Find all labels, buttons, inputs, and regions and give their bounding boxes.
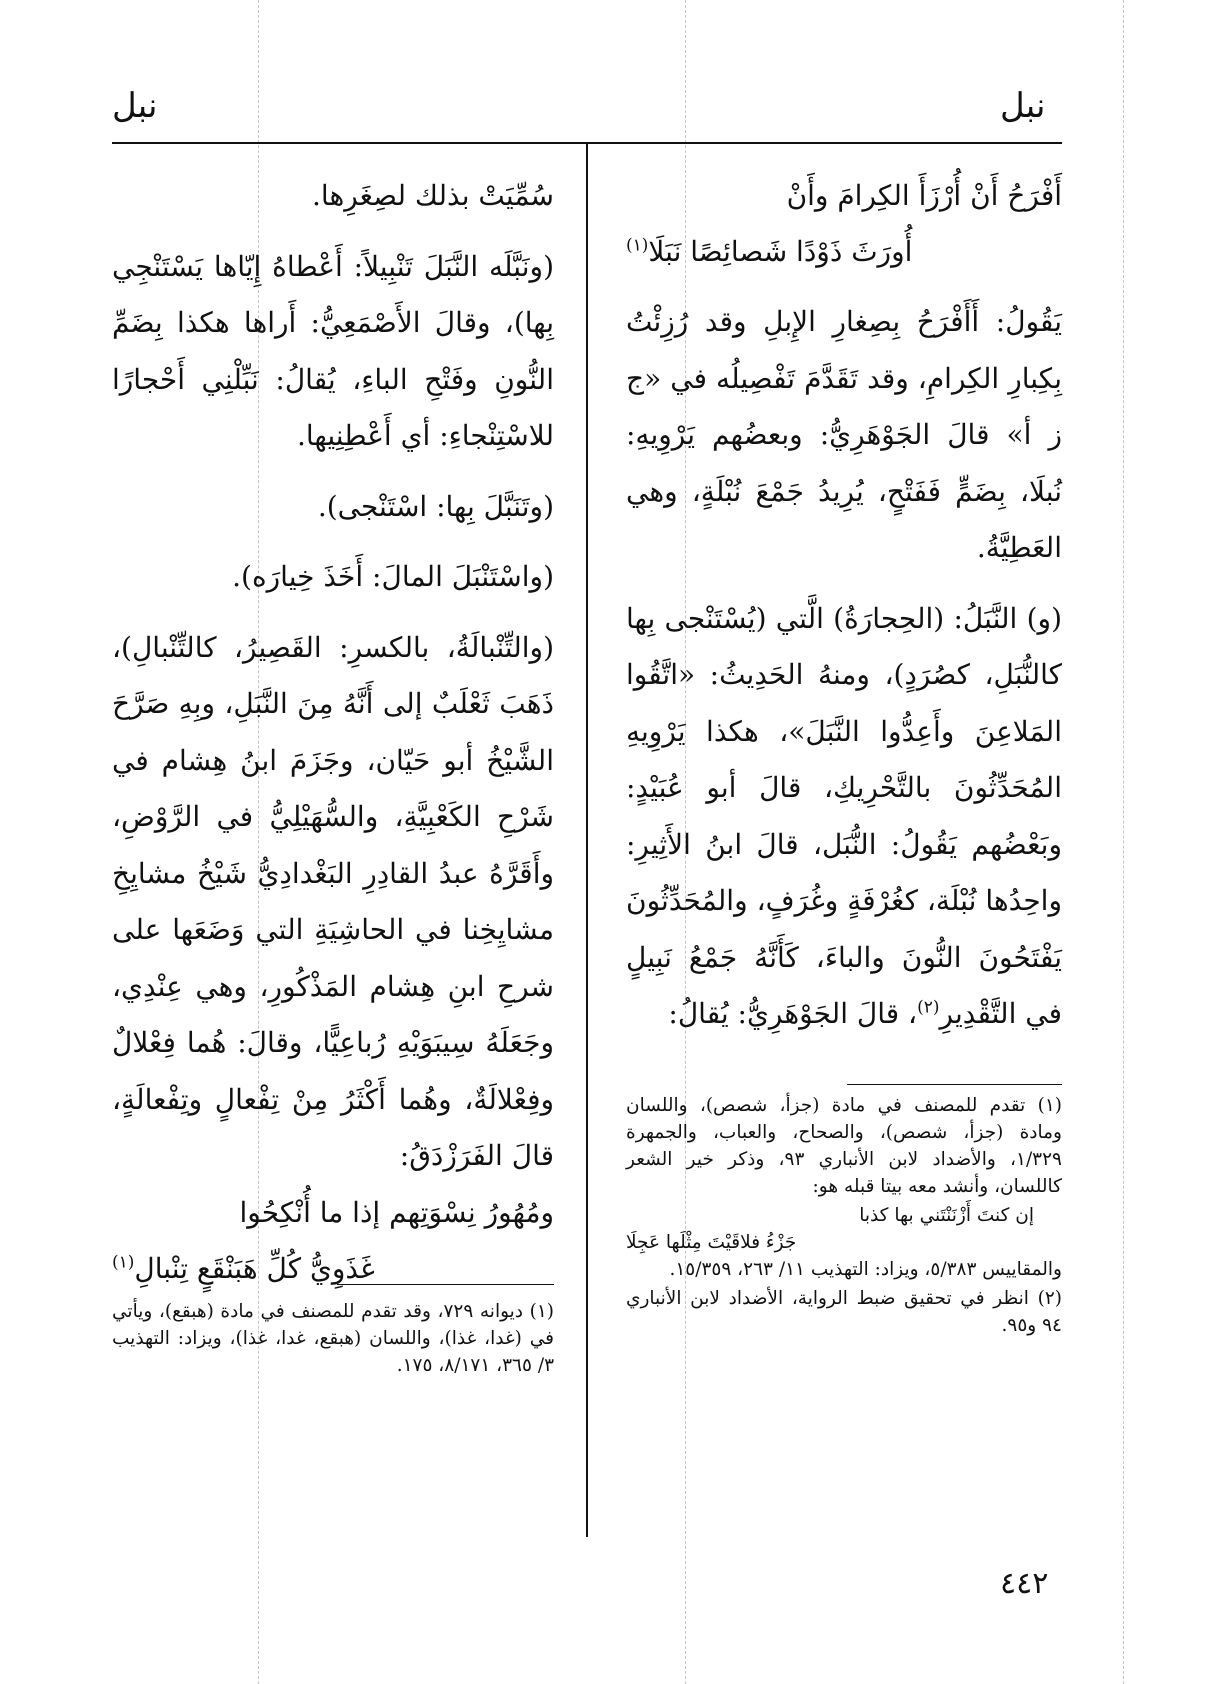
footnote-rule (337, 1284, 554, 1285)
footnote-verse: إن كنتَ أَزْنَنْتَني بها كذبا (859, 1205, 1034, 1226)
verse-first-hemistich: أَفْرَحُ أَنْ أُرْزَأَ الكِرامَ وأَنْ (786, 179, 1062, 212)
paragraph: (وتَنَبَّلَ بِها: اسْتَنْجى). (317, 489, 554, 523)
left-column (112, 168, 554, 1297)
footnote: (٢) انظر في تحقيق ضبط الرواية، الأضداد لابن الأنباري ٩٤ و٩٥. (626, 1288, 1062, 1336)
verse-second-hemistich: غَذَوِيُّ كُلِّ هَبَنْقَعٍ تِنْبالِ$^{(١)}$ (112, 1251, 375, 1285)
page-number: ٤٤٢ (1000, 1566, 1049, 1601)
paragraph: (واسْتَنْبَلَ المالَ: أَخَذَ خِيارَه). (232, 560, 554, 593)
footnotes-left (112, 1298, 554, 1381)
footnote: (١) تقدم للمصنف في مادة (جزأ، شصص)، واللسان ومادة (جزأ، شصص)، والصحاح، والعباب، والجمهرة ١/٣٢٩، والأضداد لابن الأنباري ٩٣، وذكر خير الشعر كاللسان، وأنشد معه بيتا قبله هو: (626, 1095, 1062, 1197)
paragraph: (ونَبَّلَه النَّبَلَ تَنْبِيلاً: أَعْطاهُ إِيّاها يَسْتَنْجِي بِها)، وقالَ الأَصْمَعِيُّ: أَراها هكذا بِضَمِّ النُّونِ وفَتْحِ الباءِ، يُقالُ: نَبِّلْنِي أَحْجارًا للاسْتِنْجاءِ: أي أَعْطِنِيها. (112, 249, 554, 452)
footnote-ref: (٢) (917, 997, 940, 1018)
paragraph: يَقُولُ: أَأَفْرَحُ بِصِغارِ الإِبلِ وقد رُزِئْتُ بِكِبارِ الكِرامِ، وقد تَقَدَّمَ تَفْصِيلُه في «ج ز أ» قالَ الجَوْهَرِيُّ: وبعضُهم يَرْوِيهِ: نُبلَا، بِضَمٍّ فَفَتْحٍ، يُرِيدُ جَمْعَ نُبْلَةٍ، وهي العَطِيَّةُ. (626, 305, 1062, 564)
verse-second-hemistich: أُورَثَ ذَوْدًا شَصائِصًا نَبَلَا$^{(١)}$ (626, 235, 913, 268)
running-header-right: نبل (1000, 86, 1046, 126)
scan-artifact-line (1123, 0, 1124, 1684)
running-header-left: نبل (112, 86, 158, 126)
footnote: (١) ديوانه ٧٢٩، وقد تقدم للمصنف في مادة (هبقع)، ويأتي في (غدا، غذا)، واللسان (هبقع، غدا، غذا)، ويزاد: التهذيب ٣/ ٣٦٥، ٨/١٧١، ١٧٥. (112, 1301, 554, 1376)
column-divider (586, 142, 588, 1537)
paragraph: (والتِّنْبالَةُ، بالكسرِ: القَصِيرُ، كالتِّنْبالِ)، ذَهَبَ ثَعْلَبٌ إلى أَنَّهُ مِنَ النَّبَلِ، وبِهِ صَرَّحَ الشَّيْخُ أبو حَيّان، وجَزَمَ ابنُ هِشام في شَرْحِ الكَعْبِيَّةِ، والسُّهَيْلِيُّ في الرَّوْضِ، وأَقَرَّهُ عبدُ القادِرِ البَغْدادِيُّ شَيْخُ مشايِخِ مشايِخِنا في الحاشِيَةِ التي وَضَعَها على شرحِ ابنِ هِشام المَذْكُورِ، وهي عِنْدِي، وجَعَلَهُ سِيبَوَيْهِ رُباعِيًّا، وقالَ: هُما فِعْلالٌ وفِعْلالَةٌ، وهُما أَكْثَرُ مِنْ تِفْعالٍ وتِفْعالَةٍ، قالَ الفَرَزْدَقُ: (112, 630, 554, 1172)
paragraph: (و) النَّبَلُ: (الحِجارَةُ) الَّتي (يُسْتَنْجى بِها كالنُّبَلِ، كصُرَدٍ)، ومنهُ الحَدِيثُ: «اتَّقُوا المَلاعِنَ وأَعِدُّوا النَّبَلَ»، هكذا يَرْوِيهِ المُحَدِّثُونَ بالتَّحْرِيكِ، قالَ أبو عُبَيْدٍ: وبَعْضُهم يَقُولُ: النُّبَل، قالَ ابنُ الأَثِيرِ: واحِدُها نُبْلَة، كغُرْفَةٍ وغُرَفٍ، والمُحَدِّثُونَ يَفْتَحُونَ النُّونَ والباءَ، كَأَنَّهُ جَمْعُ نَبِيلٍ في التَّقْدِيرِ$^{(٢)}$، قالَ الجَوْهَرِيُّ: يُقالُ: (626, 601, 1062, 1030)
footnote-ref: (١) (626, 235, 649, 256)
paragraph: سُمِّيَتْ بذلك لصِغَرِها. (312, 179, 554, 212)
footnotes-right (626, 1092, 1062, 1341)
footnote-ref: (١) (112, 1252, 135, 1273)
footnote-rule (847, 1084, 1062, 1085)
verse-first-hemistich: ومُهُورُ نِسْوَتِهم إذا ما أُنْكِحُوا (239, 1195, 554, 1229)
footnote-verse: جَزْءُ فلاقَيْتَ مِثْلَها عَجِلَا (626, 1232, 797, 1253)
footnote: والمقاييس ٥/٣٨٣، ويزاد: التهذيب ١١/ ٢٦٣، ١٥/٣٥٩. (669, 1259, 1062, 1280)
right-column (626, 168, 1062, 1043)
